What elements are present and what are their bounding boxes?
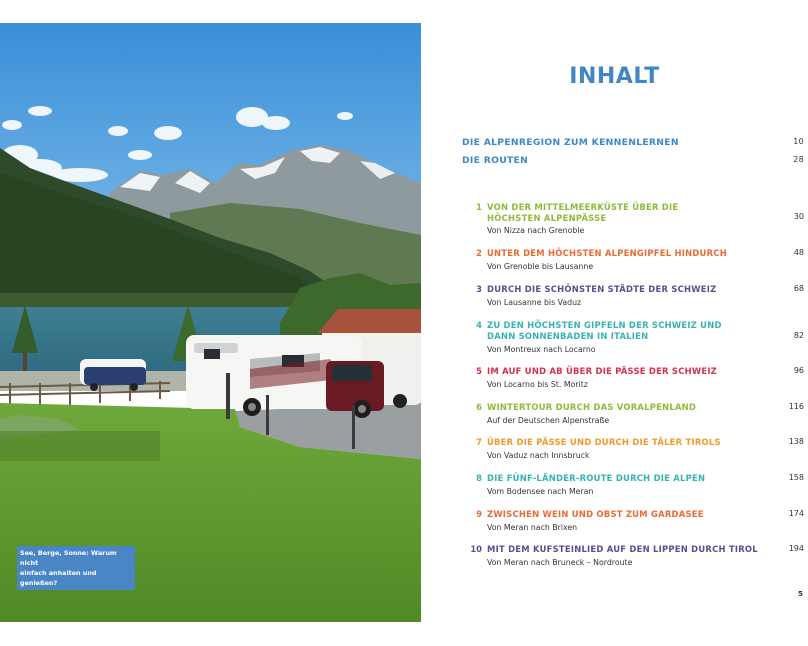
route-title-line: HÖCHSTEN ALPENPÄSSE [487,213,607,223]
route-title-line: WINTERTOUR DURCH DAS VORALPENLAND [487,402,697,412]
route-title-line: MIT DEM KUFSTEINLIED AUF DEN LIPPEN DURCH TIROL [487,544,758,554]
toc-page-number: 158 [788,473,804,482]
route-subtitle: Auf der Deutschen Alpenstraße [487,416,610,425]
route-subtitle: Vom Bodensee nach Meran [487,487,594,496]
route-subtitle: Von Montreux nach Locarno [487,345,596,354]
route-title-line: DIE FÜNF-LÄNDER-ROUTE DURCH DIE ALPEN [487,473,706,483]
toc-page-number: 174 [788,509,804,518]
route-title [487,248,737,259]
route-title-line: UNTER DEM HÖCHSTEN ALPENGIPFEL HINDURCH [487,248,727,258]
route-subtitle: Von Lausanne bis Vaduz [487,298,582,307]
photo-caption [17,546,135,590]
route-title [487,437,737,448]
route-number: 4 [476,320,482,330]
route-subtitle: Von Vaduz nach Innsbruck [487,451,590,460]
toc-page-number: 82 [793,331,804,340]
toc-page-number: 116 [788,402,804,411]
route-subtitle: Von Meran nach Bruneck – Nordroute [487,558,633,567]
route-subtitle: Von Meran nach Brixen [487,523,578,532]
route-title [487,473,737,484]
toc-page-number: 48 [793,248,804,257]
route-title-line: DANN SONNENBADEN IN ITALIEN [487,331,649,341]
toc-page-number: 96 [793,366,804,375]
route-title [487,284,737,295]
route-subtitle: Von Grenoble bis Lausanne [487,262,594,271]
toc-page-number: 30 [793,212,804,221]
route-number: 3 [476,284,482,294]
route-number: 10 [470,544,482,554]
route-title-line: IM AUF UND AB ÜBER DIE PÄSSE DER SCHWEIZ [487,366,718,376]
toc-intro-title: DIE ALPENREGION ZUM KENNENLERNEN [462,137,679,148]
toc-page-number: 68 [793,284,804,293]
route-title [487,402,737,413]
toc-intro-item[interactable] [462,137,804,148]
route-title-line: VON DER MITTELMEERKÜSTE ÜBER DIE [487,202,679,212]
route-subtitle: Von Nizza nach Grenoble [487,226,585,235]
route-number: 2 [476,248,482,258]
caption-line: See, Berge, Sonne: Warum nicht [20,549,117,567]
route-title [487,366,737,377]
campsite-photo [0,23,421,622]
toc-page-number: 194 [788,544,804,553]
toc-page-number: 10 [793,137,804,146]
folio-page-number: 5 [798,590,803,598]
route-title [487,509,737,520]
route-title-line: ZU DEN HÖCHSTEN GIPFELN DER SCHWEIZ UND [487,320,722,330]
route-title [487,320,737,342]
route-number: 6 [476,402,482,412]
route-title-line: ZWISCHEN WEIN UND OBST ZUM GARDASEE [487,509,704,519]
toc-intro-item[interactable] [462,155,804,166]
toc-page-number: 138 [788,437,804,446]
route-title [487,202,737,224]
route-subtitle: Von Locarno bis St. Moritz [487,380,588,389]
route-title-line: DURCH DIE SCHÖNSTEN STÄDTE DER SCHWEIZ [487,284,717,294]
route-title [487,544,777,555]
route-number: 5 [476,366,482,376]
route-number: 8 [476,473,482,483]
route-number: 9 [476,509,482,519]
toc-intro-title: DIE ROUTEN [462,155,529,166]
toc-page-number: 28 [793,155,804,164]
caption-line: einfach anhalten und genießen? [20,569,97,587]
toc-title: INHALT [569,64,660,89]
route-title-line: ÜBER DIE PÄSSE UND DURCH DIE TÄLER TIROLS [487,437,721,447]
route-number: 7 [476,437,482,447]
route-number: 1 [476,202,482,212]
